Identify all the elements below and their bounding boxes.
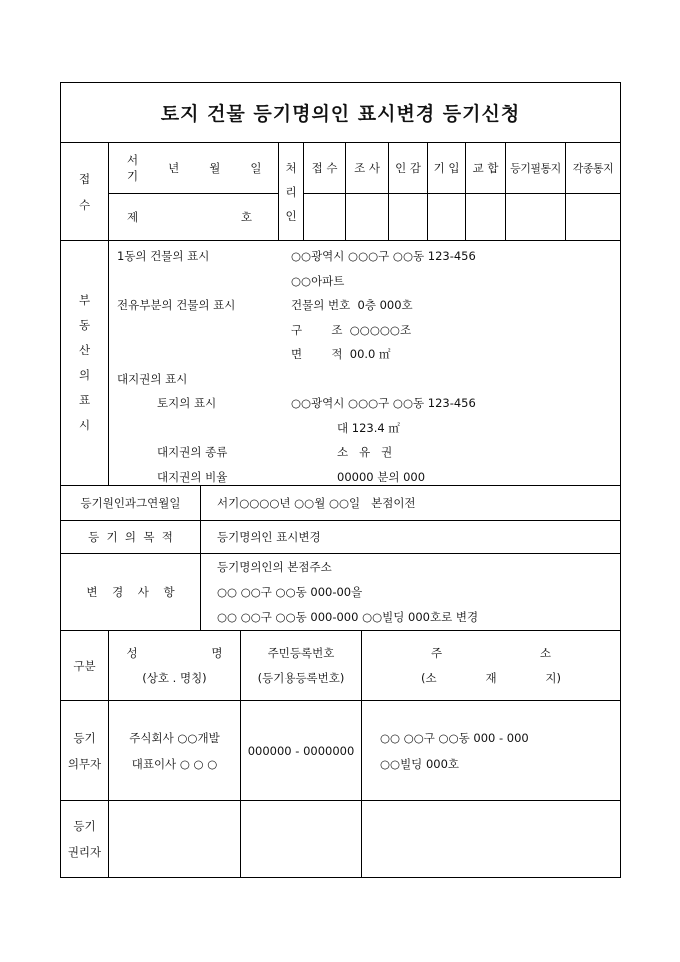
holder-label: 등기 권리자: [67, 819, 102, 859]
processing-column-header: 등기필통지: [506, 143, 566, 194]
processing-column-header: 조 사: [346, 143, 389, 194]
category-header-label: 구분: [73, 658, 96, 673]
holder-label-cell: [61, 801, 109, 877]
changes-label-cell: [61, 554, 201, 631]
purpose-field[interactable]: [201, 521, 620, 554]
purpose-label-cell: [61, 521, 201, 554]
processing-column-header: 각종통지: [566, 143, 620, 194]
property-line-label: 전유부분의 건물의 표시: [117, 298, 236, 312]
obligor-label: 등기 의무자: [67, 730, 102, 771]
processor-label: 처 리 인: [285, 160, 297, 223]
id-header-top: 주민등록번호: [267, 645, 335, 660]
day-label: 일: [250, 161, 262, 175]
cause-label-cell: [61, 486, 201, 521]
property-line-value: 면 적 00.0 ㎡: [291, 347, 391, 361]
title-cell: [61, 83, 620, 143]
processing-column-header: 인 감: [389, 143, 428, 194]
address-header-bottom: 재: [485, 670, 497, 685]
reception-number-field[interactable]: [109, 194, 279, 241]
reception-label-cell: [61, 143, 109, 241]
purpose-value: 등기명의인 표시변경: [217, 530, 321, 544]
obligor-address-line: ○○ ○○구 ○○동 000 - 000: [380, 730, 529, 745]
property-line-label: 대지권의 종류: [157, 445, 228, 459]
processing-column-header: 접 수: [304, 143, 346, 194]
date-prefix: 서기: [127, 153, 139, 183]
reception-label: 접 수: [78, 171, 91, 212]
property-line-value: ○○광역시 ○○○구 ○○동 123-456: [291, 249, 476, 263]
processing-stamp-cell[interactable]: [506, 194, 566, 241]
property-line-label: 대지권의 비율: [157, 469, 228, 484]
number-suffix: 호: [240, 210, 252, 224]
processing-stamp-cell[interactable]: [389, 194, 428, 241]
address-header-top: 소: [539, 645, 551, 660]
form-title: 토지 건물 등기명의인 표시변경 등기신청: [160, 103, 521, 125]
processor-label-cell: [279, 143, 304, 241]
changes-label: 변 경 사 항: [86, 585, 175, 599]
property-line-value: 소 유 권: [337, 445, 393, 459]
obligor-id-field[interactable]: [241, 701, 362, 801]
property-line-value: ○○아파트: [291, 273, 345, 288]
holder-name-field[interactable]: [109, 801, 241, 877]
obligor-name-line: 주식회사 ○○개발: [129, 730, 220, 745]
id-header-bottom: (등기용등록번호): [257, 670, 345, 685]
cause-label: 등기원인과그연월일: [80, 496, 181, 510]
obligor-label-cell: [61, 701, 109, 801]
property-label-cell: [61, 241, 109, 486]
processing-column-header: 교 합: [466, 143, 506, 194]
name-header-bottom: (상호 . 명칭): [142, 670, 207, 685]
name-header: [109, 631, 241, 701]
processing-stamp-cell[interactable]: [346, 194, 389, 241]
cause-value: 서기○○○○년 ○○월 ○○일 본점이전: [217, 496, 416, 510]
property-line-value: 대 123.4 ㎡: [337, 420, 400, 435]
changes-line: ○○ ○○구 ○○동 000-000 ○○빌딩 000호로 변경: [217, 609, 479, 624]
year-label: 년: [168, 161, 180, 175]
category-header: [61, 631, 109, 701]
address-header-top: 주: [431, 645, 443, 660]
processing-stamp-cell[interactable]: [566, 194, 620, 241]
application-form: [60, 82, 621, 878]
address-header-bottom: 지): [545, 670, 561, 685]
name-header-top: 명: [211, 645, 223, 660]
holder-id-field[interactable]: [241, 801, 362, 877]
cause-field[interactable]: [201, 486, 620, 521]
property-line-value: ○○광역시 ○○○구 ○○동 123-456: [291, 396, 476, 410]
reception-date-field[interactable]: [109, 143, 279, 194]
changes-field[interactable]: [201, 554, 620, 631]
holder-address-field[interactable]: [362, 801, 620, 877]
obligor-name-field[interactable]: [109, 701, 241, 801]
changes-line: 등기명의인의 본점주소: [217, 559, 332, 574]
property-line-value: 구 조 ○○○○○조: [291, 322, 412, 337]
obligor-id: 000000 - 0000000: [247, 743, 355, 758]
obligor-address-line: ○○빌딩 000호: [380, 756, 460, 771]
property-line-label: 토지의 표시: [157, 396, 217, 410]
processing-stamp-cell[interactable]: [466, 194, 506, 241]
month-label: 월: [209, 161, 221, 175]
property-line-value: 건물의 번호 0층 000호: [291, 298, 413, 312]
address-header: [362, 631, 620, 701]
processing-stamp-cell[interactable]: [428, 194, 466, 241]
number-prefix: 제: [127, 210, 139, 224]
property-line-value: 00000 분의 000: [337, 469, 426, 484]
address-header-bottom: (소: [421, 670, 437, 685]
obligor-address-field[interactable]: [362, 701, 620, 801]
id-header: [241, 631, 362, 701]
processing-column-header: 기 입: [428, 143, 466, 194]
property-label: 부 동 산 의 표 시: [78, 293, 91, 432]
processing-stamp-cell[interactable]: [304, 194, 346, 241]
changes-line: ○○ ○○구 ○○동 000-00을: [217, 584, 363, 599]
property-line-label: 1동의 건물의 표시: [117, 249, 210, 263]
purpose-label: 등 기 의 목 적: [88, 530, 173, 544]
obligor-name-line: 대표이사 ○ ○ ○: [131, 756, 218, 771]
property-line-label: 대지권의 표시: [117, 371, 188, 386]
name-header-top: 성: [126, 645, 138, 660]
